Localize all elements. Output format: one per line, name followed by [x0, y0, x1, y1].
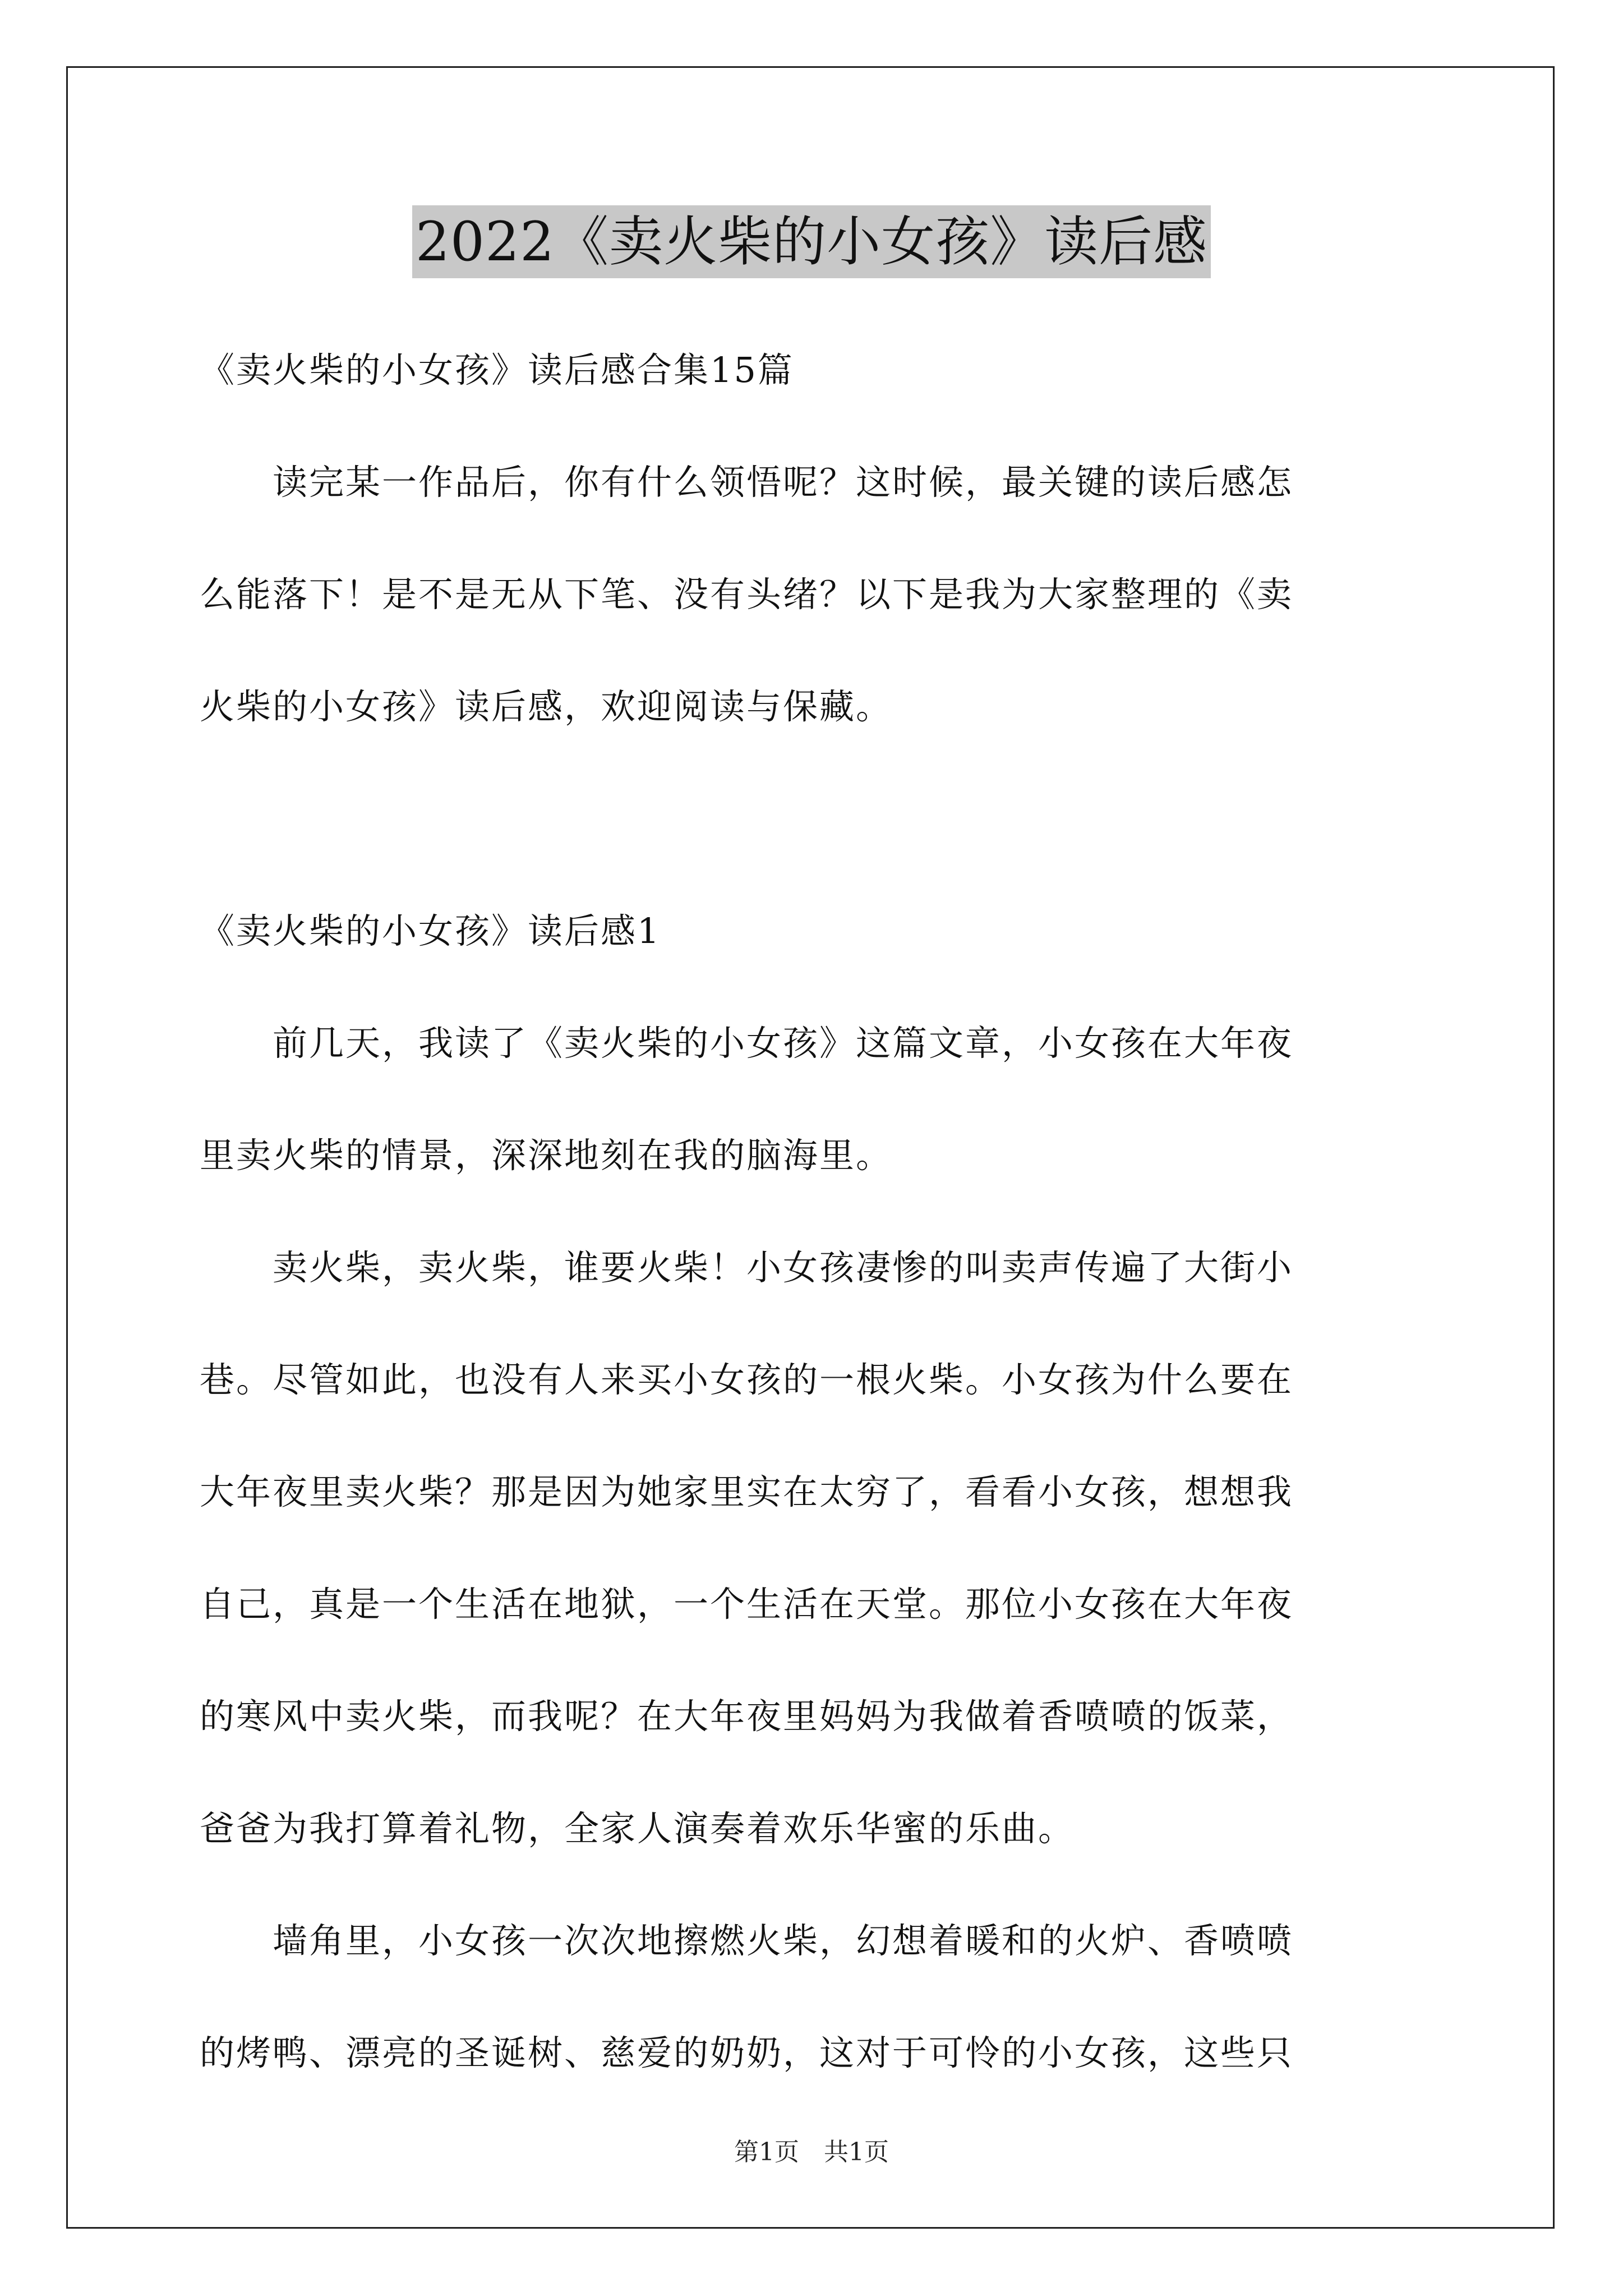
document-title: 2022《卖火柴的小女孩》读后感 — [412, 205, 1211, 278]
paragraph-line: 爸爸为我打算着礼物，全家人演奏着欢乐华蜜的乐曲。 — [200, 1808, 1075, 1849]
section-heading: 《卖火柴的小女孩》读后感1 — [200, 910, 661, 951]
paragraph-line: 卖火柴，卖火柴，谁要火柴！小女孩凄惨的叫卖声传遍了大街小 — [200, 1247, 1294, 1288]
paragraph-line: 的寒风中卖火柴，而我呢？在大年夜里妈妈为我做着香喷喷的饭菜， — [200, 1696, 1294, 1737]
paragraph-line: 读完某一作品后，你有什么领悟呢？这时候，最关键的读后感怎 — [200, 462, 1294, 503]
paragraph-line: 火柴的小女孩》读后感，欢迎阅读与保藏。 — [200, 686, 893, 727]
title-wrap — [0, 205, 1623, 278]
paragraph-line: 大年夜里卖火柴？那是因为她家里实在太穷了，看看小女孩，想想我 — [200, 1471, 1294, 1512]
subtitle-line: 《卖火柴的小女孩》读后感合集15篇 — [200, 349, 794, 390]
paragraph-line: 墙角里，小女孩一次次地擦燃火柴，幻想着暖和的火炉、香喷喷 — [200, 1920, 1294, 1961]
blank-line — [200, 763, 1428, 875]
paragraph-line: 前几天，我读了《卖火柴的小女孩》这篇文章，小女孩在大年夜 — [200, 1023, 1294, 1064]
paragraph-line: 么能落下！是不是无从下笔、没有头绪？以下是我为大家整理的《卖 — [200, 574, 1294, 615]
paragraph-line: 巷。尽管如此，也没有人来买小女孩的一根火柴。小女孩为什么要在 — [200, 1359, 1294, 1400]
paragraph-line: 自己，真是一个生活在地狱，一个生活在天堂。那位小女孩在大年夜 — [200, 1584, 1294, 1625]
paragraph-line: 里卖火柴的情景，深深地刻在我的脑海里。 — [200, 1135, 893, 1176]
paragraph-line: 的烤鸭、漂亮的圣诞树、慈爱的奶奶，这对于可怜的小女孩，这些只 — [200, 2032, 1294, 2073]
page-footer: 第1页 共1页 — [734, 2138, 889, 2166]
document-body — [200, 314, 1428, 2109]
